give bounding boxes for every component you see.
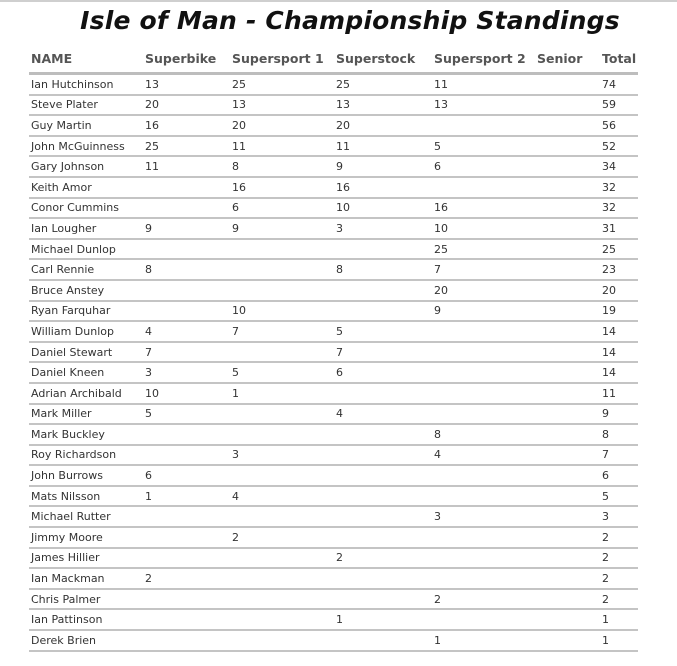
- senior-points-cell: [535, 136, 600, 157]
- supersport-2-points-cell: [432, 177, 535, 198]
- total-points-cell: 14: [600, 321, 638, 342]
- superbike-points-cell: [143, 630, 230, 651]
- total-points-cell: 5: [600, 486, 638, 507]
- superbike-points-cell: 10: [143, 383, 230, 404]
- supersport-1-points-cell: 2: [230, 527, 334, 548]
- supersport-2-points-cell: [432, 527, 535, 548]
- supersport-1-points-cell: 25: [230, 74, 334, 95]
- total-points-cell: 2: [600, 568, 638, 589]
- superbike-points-cell: 13: [143, 74, 230, 95]
- total-points-cell: 34: [600, 156, 638, 177]
- senior-points-cell: [535, 301, 600, 322]
- total-points-cell: 8: [600, 424, 638, 445]
- superstock-points-cell: 7: [334, 342, 432, 363]
- superbike-points-cell: 2: [143, 568, 230, 589]
- supersport-1-points-cell: 4: [230, 486, 334, 507]
- rider-name-cell: Gary Johnson: [29, 156, 143, 177]
- table-row: [29, 342, 638, 363]
- superstock-points-cell: 8: [334, 259, 432, 280]
- table-row: [29, 321, 638, 342]
- superstock-points-cell: [334, 465, 432, 486]
- supersport-1-points-cell: 8: [230, 156, 334, 177]
- rider-name-cell: James Hillier: [29, 548, 143, 569]
- rider-name-cell: Ian Hutchinson: [29, 74, 143, 95]
- supersport-2-points-cell: [432, 568, 535, 589]
- rider-name-cell: Ryan Farquhar: [29, 301, 143, 322]
- supersport-1-points-cell: 10: [230, 301, 334, 322]
- superstock-points-cell: 3: [334, 218, 432, 239]
- superbike-points-cell: 8: [143, 259, 230, 280]
- supersport-2-points-cell: 3: [432, 506, 535, 527]
- table-row: [29, 589, 638, 610]
- table-row: [29, 136, 638, 157]
- superbike-points-cell: [143, 589, 230, 610]
- superstock-points-cell: 2: [334, 548, 432, 569]
- supersport-2-points-cell: 5: [432, 136, 535, 157]
- supersport-1-points-cell: [230, 342, 334, 363]
- table-row: [29, 259, 638, 280]
- table-row: [29, 404, 638, 425]
- senior-points-cell: [535, 589, 600, 610]
- superbike-points-cell: [143, 506, 230, 527]
- supersport-1-points-cell: 6: [230, 198, 334, 219]
- superbike-points-cell: 1: [143, 486, 230, 507]
- superstock-points-cell: 20: [334, 115, 432, 136]
- total-points-cell: 11: [600, 383, 638, 404]
- supersport-1-points-cell: 3: [230, 445, 334, 466]
- senior-points-cell: [535, 321, 600, 342]
- rider-name-cell: Mark Buckley: [29, 424, 143, 445]
- total-points-cell: 2: [600, 589, 638, 610]
- rider-name-cell: Daniel Stewart: [29, 342, 143, 363]
- senior-points-cell: [535, 95, 600, 116]
- superstock-points-cell: 5: [334, 321, 432, 342]
- supersport-2-points-cell: [432, 383, 535, 404]
- total-points-cell: 14: [600, 362, 638, 383]
- table-row: [29, 218, 638, 239]
- standings-table: [29, 44, 638, 652]
- total-points-cell: 1: [600, 609, 638, 630]
- superbike-points-cell: 25: [143, 136, 230, 157]
- rider-name-cell: William Dunlop: [29, 321, 143, 342]
- rider-name-cell: Guy Martin: [29, 115, 143, 136]
- supersport-1-points-cell: [230, 589, 334, 610]
- rider-name-cell: John McGuinness: [29, 136, 143, 157]
- rider-name-cell: Ian Lougher: [29, 218, 143, 239]
- rider-name-cell: Michael Rutter: [29, 506, 143, 527]
- superstock-points-cell: 10: [334, 198, 432, 219]
- superbike-points-cell: 7: [143, 342, 230, 363]
- table-row: [29, 609, 638, 630]
- table-row: [29, 445, 638, 466]
- table-row: [29, 383, 638, 404]
- total-points-cell: 25: [600, 239, 638, 260]
- rider-name-cell: Chris Palmer: [29, 589, 143, 610]
- senior-points-cell: [535, 259, 600, 280]
- rider-name-cell: Ian Pattinson: [29, 609, 143, 630]
- table-row: [29, 527, 638, 548]
- column-header-total: Total: [600, 44, 638, 74]
- senior-points-cell: [535, 404, 600, 425]
- supersport-2-points-cell: 7: [432, 259, 535, 280]
- supersport-1-points-cell: 11: [230, 136, 334, 157]
- column-header-supersport-2: Supersport 2: [432, 44, 535, 74]
- superbike-points-cell: [143, 301, 230, 322]
- senior-points-cell: [535, 445, 600, 466]
- senior-points-cell: [535, 280, 600, 301]
- supersport-2-points-cell: [432, 115, 535, 136]
- superstock-points-cell: 16: [334, 177, 432, 198]
- rider-name-cell: Steve Plater: [29, 95, 143, 116]
- table-row: [29, 568, 638, 589]
- rider-name-cell: Keith Amor: [29, 177, 143, 198]
- senior-points-cell: [535, 486, 600, 507]
- supersport-2-points-cell: 20: [432, 280, 535, 301]
- supersport-1-points-cell: [230, 239, 334, 260]
- table-row: [29, 198, 638, 219]
- superstock-points-cell: [334, 301, 432, 322]
- supersport-2-points-cell: 11: [432, 74, 535, 95]
- senior-points-cell: [535, 465, 600, 486]
- supersport-1-points-cell: [230, 548, 334, 569]
- superstock-points-cell: 9: [334, 156, 432, 177]
- superstock-points-cell: [334, 527, 432, 548]
- supersport-2-points-cell: 4: [432, 445, 535, 466]
- total-points-cell: 74: [600, 74, 638, 95]
- senior-points-cell: [535, 568, 600, 589]
- superstock-points-cell: [334, 383, 432, 404]
- supersport-1-points-cell: [230, 609, 334, 630]
- superstock-points-cell: [334, 506, 432, 527]
- rider-name-cell: John Burrows: [29, 465, 143, 486]
- superstock-points-cell: [334, 630, 432, 651]
- total-points-cell: 2: [600, 527, 638, 548]
- superstock-points-cell: 13: [334, 95, 432, 116]
- total-points-cell: 56: [600, 115, 638, 136]
- table-row: [29, 486, 638, 507]
- table-row: [29, 630, 638, 651]
- table-row: [29, 424, 638, 445]
- senior-points-cell: [535, 198, 600, 219]
- superbike-points-cell: 3: [143, 362, 230, 383]
- rider-name-cell: Carl Rennie: [29, 259, 143, 280]
- rider-name-cell: Adrian Archibald: [29, 383, 143, 404]
- total-points-cell: 7: [600, 445, 638, 466]
- total-points-cell: 2: [600, 548, 638, 569]
- page-title: Isle of Man - Championship Standings: [80, 6, 620, 35]
- table-row: [29, 239, 638, 260]
- total-points-cell: 20: [600, 280, 638, 301]
- supersport-2-points-cell: [432, 548, 535, 569]
- rider-name-cell: Michael Dunlop: [29, 239, 143, 260]
- supersport-1-points-cell: 20: [230, 115, 334, 136]
- senior-points-cell: [535, 239, 600, 260]
- supersport-1-points-cell: 5: [230, 362, 334, 383]
- supersport-1-points-cell: [230, 465, 334, 486]
- supersport-2-points-cell: 6: [432, 156, 535, 177]
- column-header-superstock: Superstock: [334, 44, 432, 74]
- superstock-points-cell: 1: [334, 609, 432, 630]
- superstock-points-cell: 4: [334, 404, 432, 425]
- supersport-2-points-cell: 10: [432, 218, 535, 239]
- superstock-points-cell: [334, 589, 432, 610]
- superbike-points-cell: 11: [143, 156, 230, 177]
- table-row: [29, 362, 638, 383]
- superbike-points-cell: [143, 548, 230, 569]
- supersport-1-points-cell: [230, 424, 334, 445]
- superstock-points-cell: 6: [334, 362, 432, 383]
- column-header-name: NAME: [29, 44, 143, 74]
- rider-name-cell: Daniel Kneen: [29, 362, 143, 383]
- supersport-2-points-cell: 9: [432, 301, 535, 322]
- supersport-1-points-cell: [230, 259, 334, 280]
- table-row: [29, 115, 638, 136]
- supersport-2-points-cell: [432, 342, 535, 363]
- rider-name-cell: Jimmy Moore: [29, 527, 143, 548]
- rider-name-cell: Derek Brien: [29, 630, 143, 651]
- total-points-cell: 14: [600, 342, 638, 363]
- table-row: [29, 506, 638, 527]
- superstock-points-cell: [334, 445, 432, 466]
- superbike-points-cell: [143, 239, 230, 260]
- rider-name-cell: Ian Mackman: [29, 568, 143, 589]
- total-points-cell: 59: [600, 95, 638, 116]
- table-body: [29, 74, 638, 651]
- superstock-points-cell: [334, 280, 432, 301]
- table-row: [29, 74, 638, 95]
- total-points-cell: 23: [600, 259, 638, 280]
- superbike-points-cell: 5: [143, 404, 230, 425]
- senior-points-cell: [535, 362, 600, 383]
- column-header-senior: Senior: [535, 44, 600, 74]
- senior-points-cell: [535, 548, 600, 569]
- superbike-points-cell: [143, 177, 230, 198]
- supersport-1-points-cell: [230, 404, 334, 425]
- table-row: [29, 280, 638, 301]
- superstock-points-cell: [334, 239, 432, 260]
- column-header-supersport-1: Supersport 1: [230, 44, 334, 74]
- superbike-points-cell: [143, 280, 230, 301]
- superbike-points-cell: [143, 445, 230, 466]
- supersport-2-points-cell: [432, 362, 535, 383]
- supersport-2-points-cell: 16: [432, 198, 535, 219]
- superstock-points-cell: 11: [334, 136, 432, 157]
- superbike-points-cell: 9: [143, 218, 230, 239]
- supersport-2-points-cell: 2: [432, 589, 535, 610]
- supersport-1-points-cell: 13: [230, 95, 334, 116]
- senior-points-cell: [535, 383, 600, 404]
- supersport-1-points-cell: [230, 630, 334, 651]
- superbike-points-cell: [143, 424, 230, 445]
- total-points-cell: 32: [600, 198, 638, 219]
- table-row: [29, 301, 638, 322]
- superbike-points-cell: [143, 198, 230, 219]
- table-header-row: [29, 44, 638, 74]
- senior-points-cell: [535, 218, 600, 239]
- supersport-2-points-cell: 8: [432, 424, 535, 445]
- rider-name-cell: Mark Miller: [29, 404, 143, 425]
- superstock-points-cell: [334, 486, 432, 507]
- total-points-cell: 9: [600, 404, 638, 425]
- rider-name-cell: Roy Richardson: [29, 445, 143, 466]
- supersport-1-points-cell: 16: [230, 177, 334, 198]
- rider-name-cell: Conor Cummins: [29, 198, 143, 219]
- senior-points-cell: [535, 156, 600, 177]
- supersport-1-points-cell: 7: [230, 321, 334, 342]
- superstock-points-cell: [334, 568, 432, 589]
- total-points-cell: 31: [600, 218, 638, 239]
- superstock-points-cell: 25: [334, 74, 432, 95]
- total-points-cell: 52: [600, 136, 638, 157]
- total-points-cell: 32: [600, 177, 638, 198]
- supersport-1-points-cell: [230, 568, 334, 589]
- table-row: [29, 95, 638, 116]
- supersport-1-points-cell: 1: [230, 383, 334, 404]
- total-points-cell: 3: [600, 506, 638, 527]
- rider-name-cell: Mats Nilsson: [29, 486, 143, 507]
- table-row: [29, 548, 638, 569]
- supersport-1-points-cell: [230, 506, 334, 527]
- top-divider: [0, 0, 677, 2]
- senior-points-cell: [535, 74, 600, 95]
- supersport-2-points-cell: 25: [432, 239, 535, 260]
- supersport-2-points-cell: 1: [432, 630, 535, 651]
- superbike-points-cell: [143, 527, 230, 548]
- supersport-2-points-cell: 13: [432, 95, 535, 116]
- superbike-points-cell: 4: [143, 321, 230, 342]
- supersport-2-points-cell: [432, 609, 535, 630]
- supersport-1-points-cell: 9: [230, 218, 334, 239]
- total-points-cell: 6: [600, 465, 638, 486]
- senior-points-cell: [535, 115, 600, 136]
- senior-points-cell: [535, 506, 600, 527]
- table-row: [29, 465, 638, 486]
- superbike-points-cell: 6: [143, 465, 230, 486]
- senior-points-cell: [535, 527, 600, 548]
- senior-points-cell: [535, 630, 600, 651]
- column-header-superbike: Superbike: [143, 44, 230, 74]
- table-row: [29, 177, 638, 198]
- superbike-points-cell: 20: [143, 95, 230, 116]
- table-row: [29, 156, 638, 177]
- supersport-2-points-cell: [432, 404, 535, 425]
- senior-points-cell: [535, 424, 600, 445]
- supersport-2-points-cell: [432, 486, 535, 507]
- senior-points-cell: [535, 609, 600, 630]
- supersport-1-points-cell: [230, 280, 334, 301]
- supersport-2-points-cell: [432, 465, 535, 486]
- superbike-points-cell: 16: [143, 115, 230, 136]
- superstock-points-cell: [334, 424, 432, 445]
- total-points-cell: 1: [600, 630, 638, 651]
- total-points-cell: 19: [600, 301, 638, 322]
- supersport-2-points-cell: [432, 321, 535, 342]
- superbike-points-cell: [143, 609, 230, 630]
- senior-points-cell: [535, 342, 600, 363]
- senior-points-cell: [535, 177, 600, 198]
- rider-name-cell: Bruce Anstey: [29, 280, 143, 301]
